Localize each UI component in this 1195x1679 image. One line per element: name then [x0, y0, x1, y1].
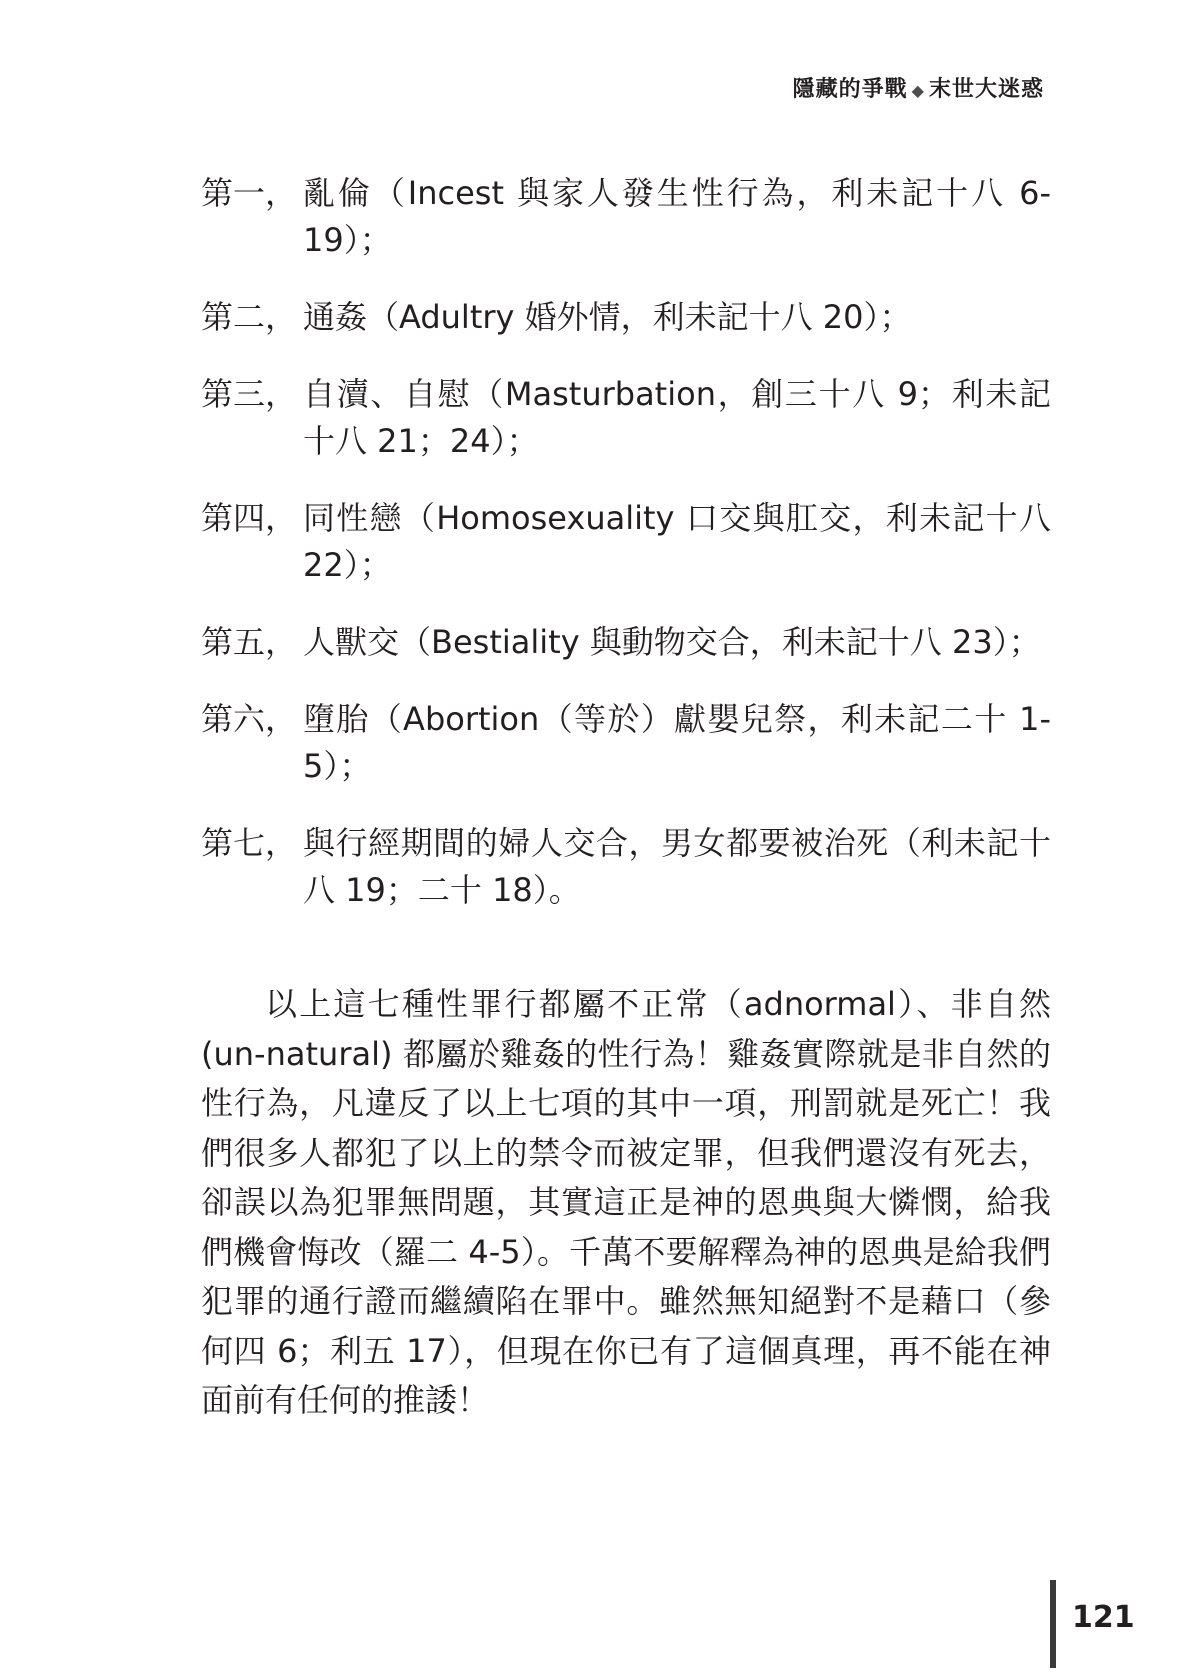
list-item [201, 495, 1051, 589]
diamond-separator-icon: ◆ [911, 81, 925, 100]
sin-list [201, 170, 1051, 944]
book-title: 隱藏的爭戰 [792, 77, 908, 102]
page-number-bar [1050, 1580, 1056, 1668]
item-number: 第七， [201, 824, 298, 862]
item-number: 第六， [201, 700, 298, 738]
body-paragraph: 以上這七種性罪行都屬不正常（adnormal）、非自然 (un-natural) 都屬於雞姦的性行為！雞姦實際就是非自然的性行為，凡違反了以上七項的其中一項，刑罰就是死亡！我們很多人都犯了以上的禁令而被定罪，但我們還沒有死去，卻誤以為犯罪無問題，其實這正是神的恩典與大憐憫，給我們機會悔改（羅二 4-5）。千萬不要解釋為神的恩典是給我們犯罪的通行證而繼續陷在罪中。雖然無知絕對不是藉口（參何四 6；利五 17），但現在你已有了這個真理，再不能在神面前有任何的推諉！ [201, 985, 1051, 1419]
list-item [201, 170, 1051, 264]
item-text: 墮胎（Abortion（等於）獻嬰兒祭，利未記二十 1-5）； [303, 700, 1051, 785]
list-item [201, 820, 1051, 914]
chapter-title: 末世大迷惑 [928, 77, 1044, 102]
item-text: 同性戀（Homosexuality 口交與肛交，利未記十八 22）； [303, 499, 1051, 584]
list-item [201, 619, 1051, 666]
item-number: 第二， [201, 298, 298, 336]
item-text: 通姦（Adultry 婚外情，利未記十八 20）； [303, 298, 912, 336]
running-header [793, 72, 1044, 103]
item-text: 與行經期間的婦人交合，男女都要被治死（利未記十八 19；二十 18）。 [303, 824, 1051, 909]
item-number: 第五， [201, 623, 298, 661]
item-text: 人獸交（Bestiality 與動物交合，利未記十八 23）； [303, 623, 1041, 661]
item-number: 第三， [201, 375, 298, 413]
list-item [201, 294, 1051, 341]
item-number: 第一， [201, 174, 298, 212]
list-item [201, 371, 1051, 465]
page-number: 121 [1072, 1600, 1135, 1635]
list-item [201, 696, 1051, 790]
item-text: 自瀆、自慰（Masturbation，創三十八 9；利未記十八 21；24）； [303, 375, 1051, 460]
item-text: 亂倫（Incest 與家人發生性行為，利未記十八 6-19）； [303, 174, 1051, 259]
item-number: 第四， [201, 499, 298, 537]
